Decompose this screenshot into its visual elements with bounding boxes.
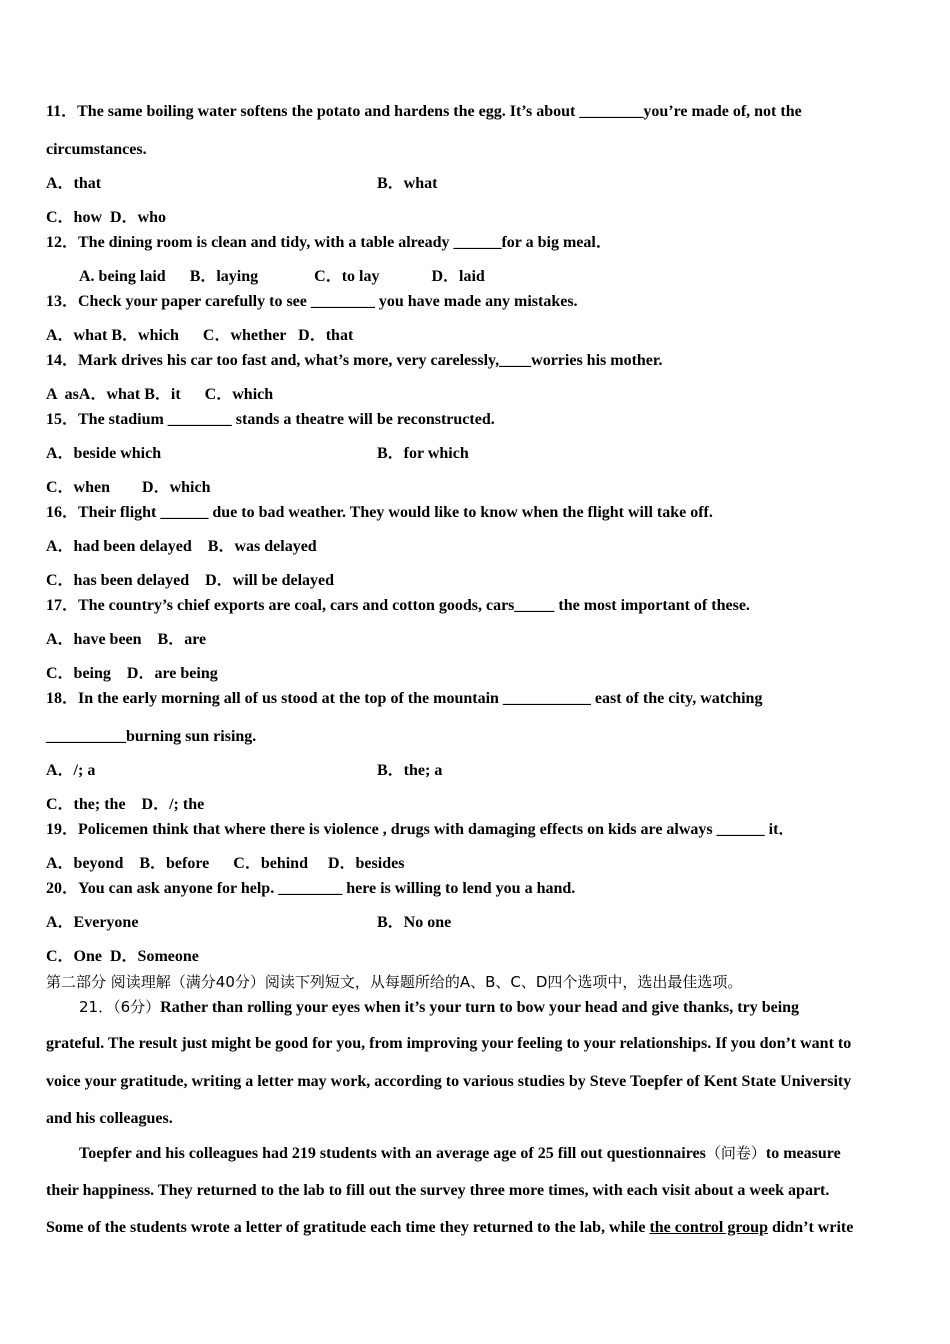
q20-stem: 20．You can ask anyone for help. ________ here is willing to lend you a hand.: [46, 880, 576, 897]
q21-paragraph1-line4: and his colleagues.: [46, 1110, 173, 1127]
q16-options-ab: A．had been delayed B．was delayed: [46, 538, 317, 555]
q21-number: 21．（6分）: [79, 998, 161, 1016]
q21-p1-l1-text: Rather than rolling your eyes when it’s your turn to bow your head and give thanks, try being: [160, 999, 800, 1016]
q11-option-a: A．that: [46, 175, 102, 192]
q14-stem: 14．Mark drives his car too fast and, what’s more, very carelessly,____worries his mother.: [46, 352, 663, 369]
q21-paragraph2-line1: [79, 1143, 841, 1164]
q21-paragraph1-line3: voice your gratitude, writing a letter may work, according to various studies by Steve Toepfer of Kent State University: [46, 1073, 852, 1090]
q17-options-ab: A．have been B．are: [46, 631, 207, 648]
q15-stem: 15．The stadium ________ stands a theatre will be reconstructed.: [46, 411, 495, 428]
q18-options-cd: C．the; the D．/; the: [46, 796, 205, 813]
q20-option-a: A．Everyone: [46, 914, 139, 931]
q16-stem: 16．Their flight ______ due to bad weather. They would like to know when the flight will take off.: [46, 504, 713, 521]
underlined-term-control-group: the control group: [649, 1219, 768, 1236]
q15-option-a: A．beside which: [46, 445, 162, 462]
q14-options: A asA．what B．it C．which: [46, 386, 274, 403]
q18-stem-line2: __________burning sun rising.: [46, 728, 257, 745]
q21-paragraph1-line2: grateful. The result just might be good for you, from improving your feeling to your relationships. If you don’t want to: [46, 1035, 852, 1052]
section2-heading: 第二部分 阅读理解（满分40分）阅读下列短文，从每题所给的A、B、C、D四个选项中，选出最佳选项。: [46, 973, 743, 991]
q21-paragraph2-line3: [46, 1218, 853, 1238]
q21-p2-l3-text-a: Some of the students wrote a letter of gratitude each time they returned to the lab, while: [46, 1219, 650, 1236]
q15-option-b: B．for which: [377, 445, 469, 462]
q21-p2-l1-cjk: （问卷）: [705, 1144, 766, 1162]
q12-options: A. being laid B．laying C．to lay D．laid: [79, 268, 485, 285]
q18-option-b: B．the; a: [377, 762, 443, 779]
q16-options-cd: C．has been delayed D．will be delayed: [46, 572, 335, 589]
q11-stem-line2: circumstances.: [46, 141, 147, 158]
q21-p2-l1-text-b: to measure: [765, 1145, 841, 1162]
q13-stem: 13．Check your paper carefully to see ________ you have made any mistakes.: [46, 293, 578, 310]
q19-stem: 19．Policemen think that where there is violence , drugs with damaging effects on kids are always ______ it．: [46, 821, 795, 838]
q17-options-cd: C．being D．are being: [46, 665, 218, 682]
q11-option-b: B．what: [377, 175, 438, 192]
q13-options: A．what B．which C．whether D．that: [46, 327, 354, 344]
q11-stem-line1: 11．The same boiling water softens the potato and hardens the egg. It’s about ________you’re made of, not the: [46, 103, 802, 120]
q17-stem: 17．The country’s chief exports are coal, cars and cotton goods, cars_____ the most important of these.: [46, 597, 750, 614]
q18-option-a: A．/; a: [46, 762, 96, 779]
q15-options-cd: C．when D．which: [46, 479, 211, 496]
q11-options-cd: C．how D．who: [46, 209, 167, 226]
q21-p2-l1-text-a: Toepfer and his colleagues had 219 students with an average age of 25 fill out questionnaires: [79, 1145, 706, 1162]
q21-p2-l3-text-b: didn’t write: [767, 1219, 854, 1236]
q12-stem: 12．The dining room is clean and tidy, with a table already ______for a big meal．: [46, 234, 612, 251]
q19-options: A．beyond B．before C．behind D．besides: [46, 855, 405, 872]
q21-paragraph2-line2: their happiness. They returned to the lab to fill out the survey three more times, with each visit about a week apart.: [46, 1182, 830, 1199]
q21-paragraph1-line1: [79, 997, 799, 1018]
q20-options-cd: C．One D．Someone: [46, 948, 199, 965]
q18-stem-line1: 18．In the early morning all of us stood at the top of the mountain ___________ east of the city, watching: [46, 690, 763, 707]
q20-option-b: B．No one: [377, 914, 452, 931]
